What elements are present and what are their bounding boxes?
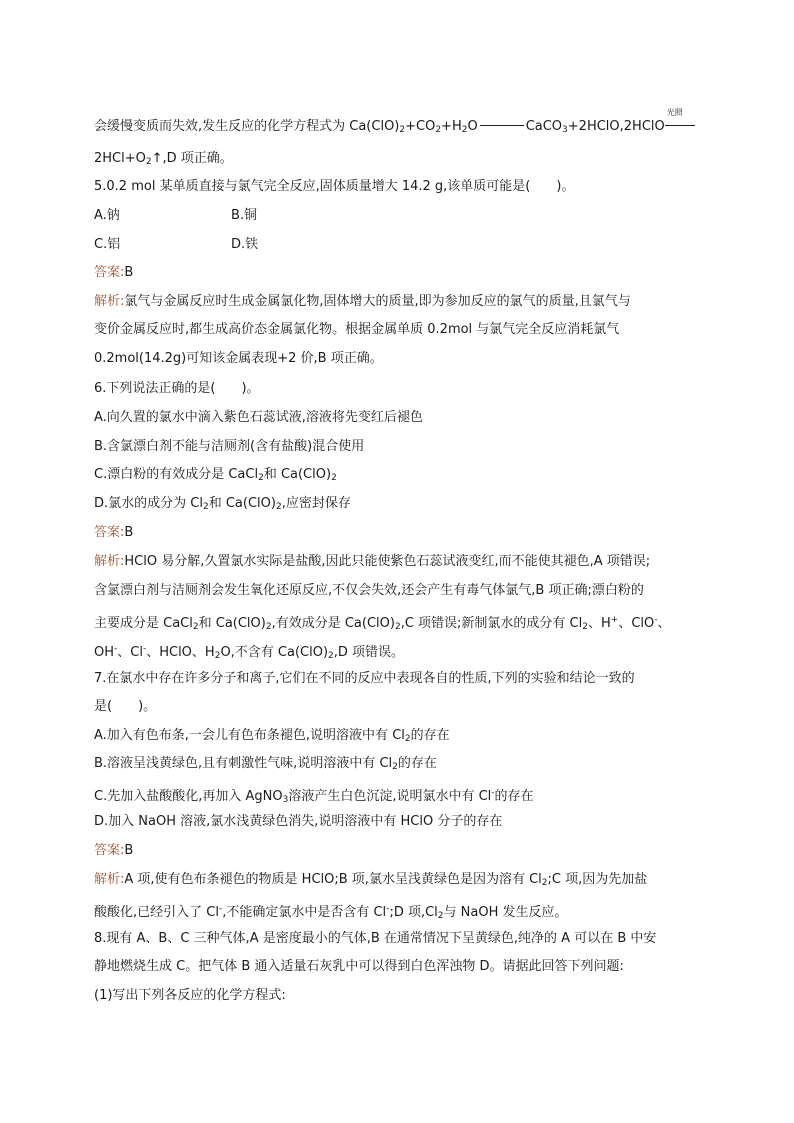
q6-analysis-1: 解析:HClO 易分解,久置氯水实际是盐酸,因此只能使紫色石蕊试液变红,而不能使其褪色,A 项错误;	[94, 554, 651, 569]
q5-analysis-3: 0.2mol(14.2g)可知该金属表现+2 价,B 项正确。	[94, 351, 383, 366]
q7-analysis-2: 酸酸化,已经引入了 Cl-,不能确定氯水中是否含有 Cl-;D 项$,Cl_2$与 NaOH 发生反应。	[94, 904, 568, 921]
q8-stem-2: 静地燃烧生成 C。把气体 B 通入适量石灰乳中可以得到白色浑浊物 D。请据此回答下列问题:	[94, 959, 624, 974]
q5-option-c: C.铝	[94, 237, 121, 252]
q6-option-d: D.氯水的成分为 $Cl_2$和 $Ca(ClO)_2$,应密封保存	[94, 496, 351, 512]
q5-stem: 5.0.2 mol 某单质直接与氯气完全反应,固体质量增大 14.2 g,该单质可能是( )。	[94, 179, 575, 194]
q6-analysis-3: 主要成分是 CaCl$_2$和 $Ca(ClO)_2$,有效成分是 $Ca(ClO)_2,C$ 项错误;新制氯水的成分有 $Cl_2$、H+、ClO-、	[94, 615, 671, 632]
intro-line-1: 会缓慢变质而失效,发生反应的化学方程式为 $Ca(ClO)_2+CO_2+H_2O$ CaCO$_3$+2HClO,2HClO 光照	[94, 118, 734, 139]
q8-stem-1: 8.现有 A、B、C 三种气体,A 是密度最小的气体,B 在通常情况下呈黄绿色,纯净的 A 可以在 B 中安	[94, 931, 657, 946]
q7-answer: 答案:B	[94, 843, 134, 858]
q6-option-a: A.向久置的氯水中滴入紫色石蕊试液,溶液将先变红后褪色	[94, 410, 423, 425]
q5-option-d: D.铁	[231, 237, 259, 252]
q5-option-a: A.钠	[94, 208, 120, 223]
q6-analysis-4: OH-、Cl-、HClO、$H_2O$,不含有 $Ca(ClO)_2,D$ 项错误。	[94, 644, 405, 661]
intro-line-2: $2HCl+O_2↑,D$ 项正确。	[94, 151, 233, 167]
intro-text: 会缓慢变质而失效,发生反应的化学方程式为 Ca(ClO)	[94, 119, 400, 134]
q7-analysis-1: 解析:A 项,使有色布条褪色的物质是 HClO;B 项,氯水呈浅黄绿色是因为溶有 $Cl_2;C$ 项,因为先加盐	[94, 872, 648, 888]
q5-answer: 答案:B	[94, 265, 134, 280]
q5-analysis-1: 解析:氯气与金属反应时生成金属氯化物,固体增大的质量,即为参加反应的氯气的质量,且氯气与	[94, 294, 631, 309]
equals-sign	[480, 125, 524, 126]
q7-option-c: C.先加入盐酸酸化,再加入 AgNO$_3$溶液产生白色沉淀,说明氯水中有 Cl-的存在	[94, 788, 534, 805]
q6-answer: 答案:B	[94, 525, 134, 540]
q5-option-b: B.铜	[231, 208, 258, 223]
q6-option-c: C.漂白粉的有效成分是 CaCl$_2$和 $Ca(ClO)_2$	[94, 467, 337, 483]
q5-options-row-2	[94, 236, 734, 254]
q5-options-row-1	[94, 207, 734, 225]
q6-analysis-2: 含氯漂白剂与洁厕剂会发生氧化还原反应,不仅会失效,还会产生有毒气体氯气,B 项正确;漂白粉的	[94, 583, 644, 598]
q7-option-d: D.加入 NaOH 溶液,氯水浅黄绿色消失,说明溶液中有 HClO 分子的存在	[94, 814, 503, 829]
q6-option-b: B.含氯漂白剂不能与洁厕剂(含有盐酸)混合使用	[94, 439, 365, 454]
q7-stem-1: 7.在氯水中存在许多分子和离子,它们在不同的反应中表现各自的性质,下列的实验和结论一致的	[94, 671, 635, 686]
q7-option-b: B.溶液呈浅黄绿色,且有刺激性气味,说明溶液中有 $Cl_2$的存在	[94, 756, 437, 772]
reaction-condition: 光照	[666, 108, 683, 117]
q7-option-a: A.加入有色布条,一会儿有色布条褪色,说明溶液中有 $Cl_2$的存在	[94, 728, 450, 744]
reaction-condition-arrow	[665, 108, 695, 128]
q8-subquestion-1: (1)写出下列各反应的化学方程式:	[94, 988, 286, 1003]
q6-stem: 6.下列说法正确的是( )。	[94, 381, 260, 396]
q7-stem-2: 是( )。	[94, 699, 157, 714]
q5-analysis-2: 变价金属反应时,都生成高价态金属氯化物。根据金属单质 0.2mol 与氯气完全反应消耗氯气	[94, 322, 620, 337]
